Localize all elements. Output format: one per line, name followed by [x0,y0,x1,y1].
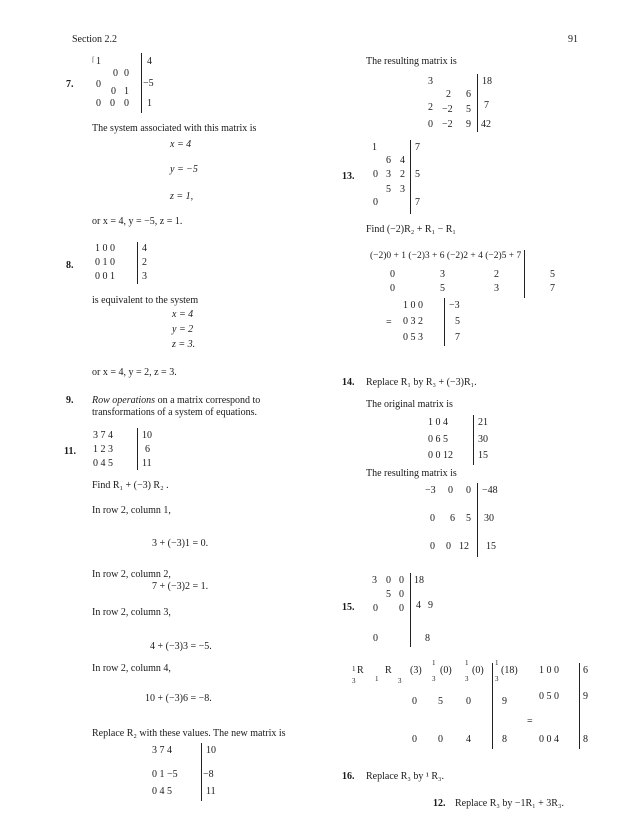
matrix-entry: 4 [466,734,471,745]
augment-bar [410,140,411,214]
body-text: The system associated with this matrix is [92,123,257,134]
matrix-entry: 6 [450,513,455,524]
matrix-entry: 3 [400,184,405,195]
matrix-entry: 0 [373,169,378,180]
matrix-entry: (0) [472,665,484,676]
matrix-entry: 0 [438,734,443,745]
body-text: or x = 4, y = −5, z = 1. [92,216,183,227]
matrix-entry: 1 [96,56,101,67]
matrix-entry: −48 [482,485,498,496]
matrix-row: (−2)0 + 1 (−2)3 + 6 (−2)2 + 4 (−2)5 + 7 [370,251,522,261]
fraction-numerator: 1 [352,665,356,673]
augment-bar [444,298,445,346]
body-text: or x = 4, y = 2, z = 3. [92,367,177,378]
matrix-entry: 4 [142,243,147,254]
matrix-entry: 15 [486,541,496,552]
fraction-denominator: 3 [398,677,402,685]
row-symbol: R [357,665,364,676]
matrix-entry: 0 [399,575,404,586]
matrix-row: 0 0 4 [539,734,559,745]
matrix-entry: 0 [124,68,129,79]
matrix-entry: 10 [206,745,216,756]
body-text: Replace R₃ by ¹ R₃. [366,771,445,782]
matrix-entry: 1 [372,142,377,153]
matrix-entry: −8 [203,769,214,780]
augment-bar [579,663,580,749]
matrix-entry: 0 [448,485,453,496]
matrix-row: 0 5 3 [403,332,423,343]
matrix-entry: 21 [478,417,488,428]
matrix-entry: −3 [425,485,436,496]
body-text: Replace R₁ by R₃ + (−3)R₁. [366,377,477,388]
matrix-entry: 6 [386,155,391,166]
fraction-denominator: 3 [495,675,499,683]
matrix-row: 1 0 0 [403,300,423,311]
matrix-entry: 0 [124,98,129,109]
matrix-row: 0 3 2 [403,316,423,327]
matrix-entry: 0 [466,485,471,496]
matrix-entry: 42 [481,119,491,130]
problem-number: 12. [433,798,446,809]
page-number: 91 [568,34,578,45]
equation: z = 1, [170,191,194,202]
matrix-entry: 3 [494,283,499,294]
text-span: on a matrix correspond to [155,395,261,406]
fraction-denominator: 3 [465,675,469,683]
body-text [92,396,260,406]
matrix-entry: 12 [459,541,469,552]
matrix-row: 0 0 1 [95,271,115,282]
body-text: In row 2, column 2, [92,569,171,580]
matrix-entry: (3) [410,665,422,676]
matrix-entry: 5 [386,184,391,195]
body-text: The resulting matrix is [366,468,457,479]
matrix-entry: 2 [400,169,405,180]
matrix-row: 0 4 5 [93,458,113,469]
matrix-entry: 3 [428,76,433,87]
matrix-entry: 9 [583,691,588,702]
matrix-entry: 8 [583,734,588,745]
matrix-entry: 0 [446,541,451,552]
equation: 7 + (−3)2 = 1. [152,581,209,592]
matrix-entry: 0 [399,603,404,614]
matrix-entry: 0 [390,283,395,294]
matrix-entry: 5 [438,696,443,707]
problem-number: 7. [66,79,74,90]
body-text: is equivalent to the system [92,295,199,306]
matrix-entry: 7 [455,332,460,343]
augment-bar [524,250,525,298]
problem-number: 15. [342,602,355,613]
fraction-numerator: 1 [465,659,469,667]
subscript: 1 [375,675,379,683]
italic-text: Row operations [92,395,156,406]
equation: z = 3. [172,339,196,350]
matrix-entry: 8 [425,633,430,644]
fraction-numerator: 1 [495,659,499,667]
matrix-entry: 3 [372,575,377,586]
matrix-row: 0 5 0 [539,691,559,702]
augment-bar [201,743,202,801]
matrix-entry: 0 [399,589,404,600]
equation: x = 4 [172,309,194,320]
matrix-entry: 2 [494,269,499,280]
augment-bar [473,415,474,465]
equation: y = −5 [170,164,198,175]
matrix-row: 1 2 3 [93,444,113,455]
row-symbol: R [385,665,392,676]
matrix-entry: 0 [373,633,378,644]
problem-number: 9. [66,395,74,406]
matrix-entry: 15 [478,450,488,461]
augment-bar [137,428,138,470]
body-text: In row 2, column 1, [92,505,171,516]
matrix-row: 0 6 5 [428,434,448,445]
matrix-entry: 4 [147,56,152,67]
matrix-entry: 4 [416,600,421,611]
matrix-entry: 0 [373,197,378,208]
matrix-entry: 0 [96,79,101,90]
problem-number: 16. [342,771,355,782]
matrix-entry: 2 [446,89,451,100]
matrix-entry: 1 [124,86,129,97]
matrix-entry: 2 [142,257,147,268]
matrix-row: 0 4 5 [152,786,172,797]
matrix-entry: 9 [428,600,433,611]
matrix-entry: −2 [442,104,453,115]
augment-bar [492,663,493,749]
matrix-entry: 5 [455,316,460,327]
matrix-entry: 7 [415,197,420,208]
fraction-denominator: 3 [432,675,436,683]
body-text: Replace R₃ by −1R₁ + 3R₃. [455,798,564,809]
body-text: The resulting matrix is [366,56,457,67]
fraction-denominator: 3 [352,677,356,685]
augment-bar [410,573,411,647]
body-text: Find R₁ + (−3) R₂ . [92,480,169,491]
augment-bar [477,74,478,132]
matrix-entry: 5 [415,169,420,180]
matrix-entry: 0 [430,541,435,552]
matrix-entry: 7 [484,100,489,111]
matrix-entry: 9 [502,696,507,707]
matrix-entry: 8 [502,734,507,745]
matrix-entry: 5 [466,104,471,115]
equation: y = 2 [172,324,194,335]
matrix-entry: 0 [428,119,433,130]
equation: 3 + (−3)1 = 0. [152,538,209,549]
matrix-entry: 11 [142,458,152,469]
matrix-entry: 6 [583,665,588,676]
matrix-entry: 0 [110,98,115,109]
equals-sign: = [527,716,533,727]
matrix-entry: 0 [430,513,435,524]
body-text: In row 2, column 4, [92,663,171,674]
matrix-entry: 3 [386,169,391,180]
equals-sign: = [386,317,392,328]
equation: 4 + (−3)3 = −5. [150,641,212,652]
matrix-entry: 11 [206,786,216,797]
matrix-entry: 30 [484,513,494,524]
matrix-entry: 4 [400,155,405,166]
problem-number: 13. [342,171,355,182]
augment-bar [477,483,478,557]
body-text: Find (−2)R₂ + R₁ − R₁ [366,224,456,235]
matrix-entry: 5 [550,269,555,280]
problem-number: 11. [64,446,76,457]
problem-number: 8. [66,260,74,271]
matrix-entry: (18) [501,665,518,676]
matrix-entry: 10 [142,430,152,441]
matrix-entry: 5 [386,589,391,600]
matrix-entry: 0 [373,603,378,614]
body-text: transformations of a system of equations. [92,407,257,418]
matrix-entry: 30 [478,434,488,445]
matrix-row: 0 0 12 [428,450,453,461]
matrix-entry: 3 [440,269,445,280]
equation: x = 4 [170,139,192,150]
matrix-entry: 5 [466,513,471,524]
bracket-icon: ⌈ [92,56,95,64]
matrix-entry: −2 [442,119,453,130]
matrix-entry: 18 [414,575,424,586]
matrix-entry: 0 [390,269,395,280]
matrix-row: 1 0 0 [539,665,559,676]
matrix-entry: 0 [466,696,471,707]
matrix-entry: (0) [440,665,452,676]
matrix-entry: 18 [482,76,492,87]
matrix-row: 0 1 −5 [152,769,178,780]
matrix-row: 3 7 4 [93,430,113,441]
matrix-entry: 3 [142,271,147,282]
augment-bar [141,53,142,113]
matrix-entry: 0 [113,68,118,79]
matrix-entry: 9 [466,119,471,130]
problem-number: 14. [342,377,355,388]
body-text: Replace R₂ with these values. The new matrix is [92,728,286,739]
matrix-row: 3 7 4 [152,745,172,756]
matrix-entry: 5 [440,283,445,294]
matrix-entry: 2 [428,102,433,113]
matrix-entry: 7 [415,142,420,153]
matrix-entry: 7 [550,283,555,294]
matrix-row: 1 0 4 [428,417,448,428]
matrix-entry: 0 [111,86,116,97]
matrix-entry: 6 [145,444,150,455]
matrix-entry: 0 [412,696,417,707]
equation: 10 + (−3)6 = −8. [145,693,212,704]
body-text: The original matrix is [366,399,453,410]
matrix-entry: 1 [147,98,152,109]
fraction-numerator: 1 [432,659,436,667]
section-header: Section 2.2 [72,34,117,45]
body-text: In row 2, column 3, [92,607,171,618]
augment-bar [137,242,138,284]
matrix-entry: −3 [449,300,460,311]
matrix-entry: 0 [412,734,417,745]
matrix-entry: 0 [386,575,391,586]
matrix-entry: 0 [96,98,101,109]
matrix-entry: 6 [466,89,471,100]
matrix-row: 0 1 0 [95,257,115,268]
matrix-entry: −5 [143,78,154,89]
matrix-row: 1 0 0 [95,243,115,254]
